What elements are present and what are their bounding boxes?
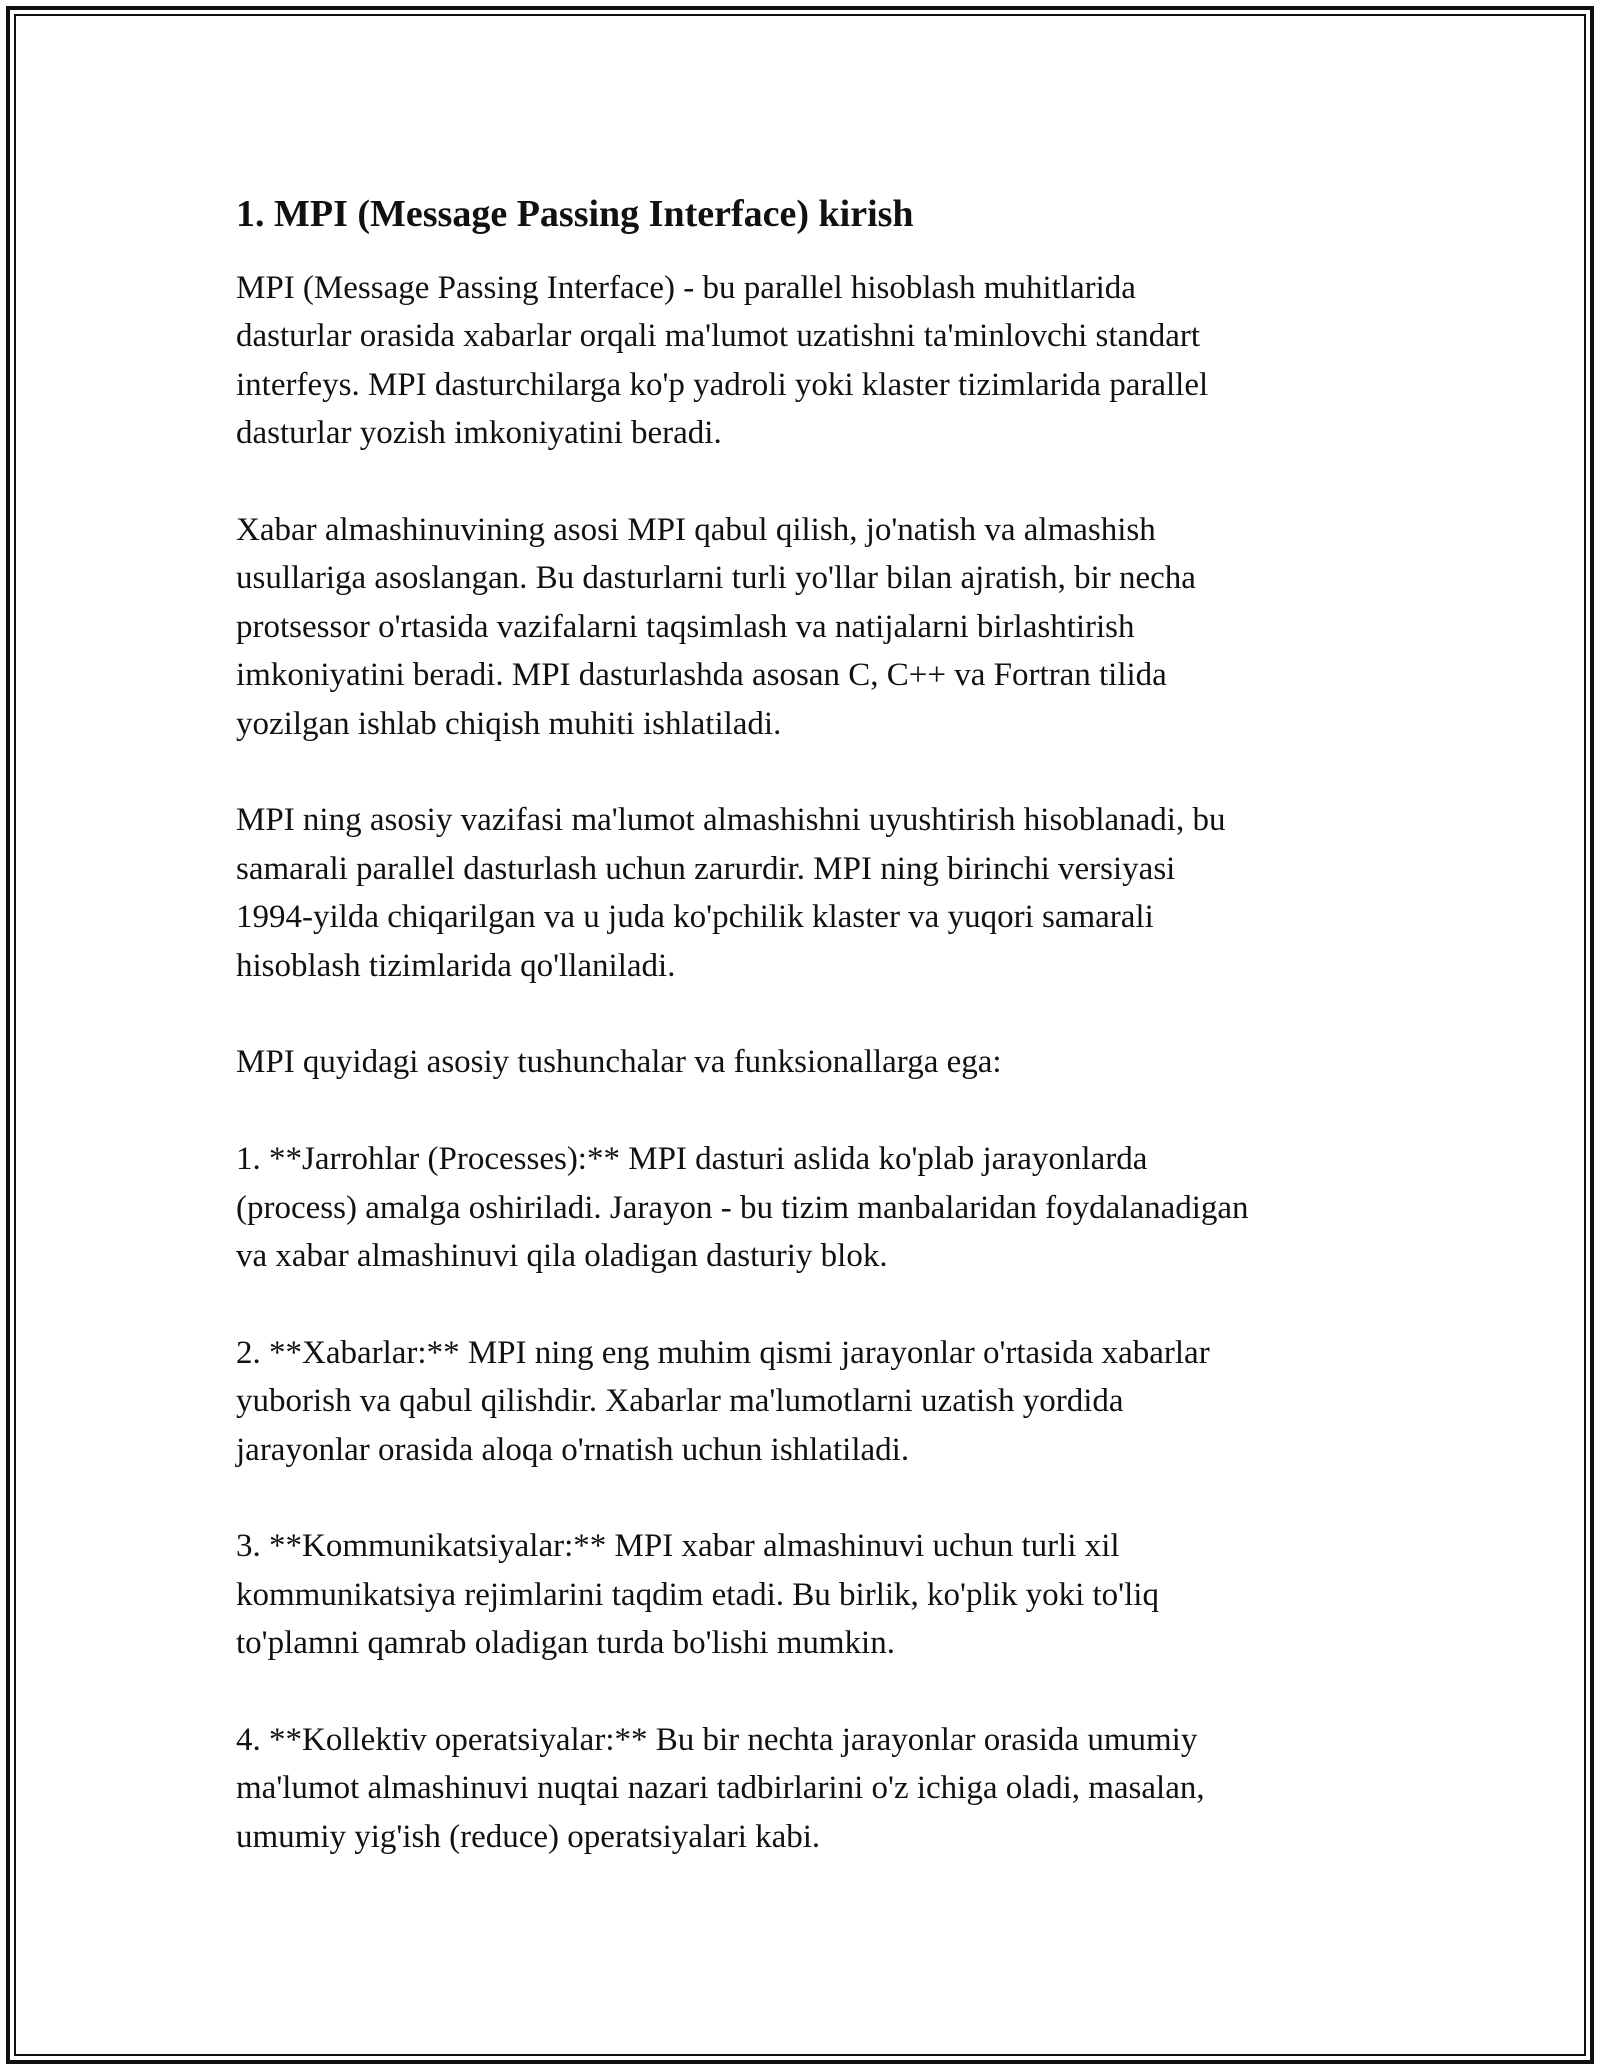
paragraph-message-exchange: Xabar almashinuvining asosi MPI qabul qilish, jo'natish va almashish usullariga asoslangan. Bu dasturlarni turli yo'llar bilan ajratish, bir necha protsessor o'rtasida vazifalarni taqsimlash va natijalarni birlashtirish imkoniyatini beradi. MPI dasturlashda asosan C, C++ va Fortran tilida yozilgan ishlab chiqish muhiti ishlatiladi.	[236, 512, 1196, 742]
paragraph-main-purpose: MPI ning asosiy vazifasi ma'lumot almashishni uyushtirish hisoblanadi, bu samarali parallel dasturlash uchun zarurdir. MPI ning birinchi versiyasi 1994-yilda chiqarilgan va u juda ko'pchilik klaster va yuqori samarali hisoblash tizimlarida qo'llaniladi.	[236, 802, 1226, 984]
document-body	[236, 188, 1386, 1910]
list-item-collective-operations: 4. **Kollektiv operatsiyalar:** Bu bir nechta jarayonlar orasida umumiy ma'lumot almashinuvi nuqtai nazari tadbirlarini o'z ichiga oladi, masalan, umumiy yig'ish (reduce) operatsiyalari kabi.	[236, 1722, 1205, 1855]
list-item-messages: 2. **Xabarlar:** MPI ning eng muhim qismi jarayonlar o'rtasida xabarlar yuborish va qabul qilishdir. Xabarlar ma'lumotlarni uzatish yordida jarayonlar orasida aloqa o'rnatish uchun ishlatiladi.	[236, 1334, 1210, 1468]
paragraph-intro: MPI (Message Passing Interface) - bu parallel hisoblash muhitlarida dasturlar orasida xabarlar orqali ma'lumot uzatishni ta'minlovchi standart interfeys. MPI dasturchilarga ko'p yadroli yoki klaster tizimlarida parallel dasturlar yozish imkoniyatini beradi.	[236, 270, 1209, 452]
document-title: 1. MPI (Message Passing Interface) kirish	[236, 193, 914, 235]
paragraph-concepts-intro: MPI quyidagi asosiy tushunchalar va funksionallarga ega:	[236, 1044, 1002, 1081]
list-item-processes: 1. **Jarrohlar (Processes):** MPI dasturi aslida ko'plab jarayonlarda (process) amalga oshiriladi. Jarayon - bu tizim manbalaridan foydalanadigan va xabar almashinuvi qila oladigan dasturiy blok.	[236, 1141, 1249, 1275]
list-item-communications: 3. **Kommunikatsiyalar:** MPI xabar almashinuvi uchun turli xil kommunikatsiya rejimlarini taqdim etadi. Bu birlik, ko'plik yoki to'liq to'plamni qamrab oladigan turda bo'lishi mumkin.	[236, 1528, 1159, 1662]
